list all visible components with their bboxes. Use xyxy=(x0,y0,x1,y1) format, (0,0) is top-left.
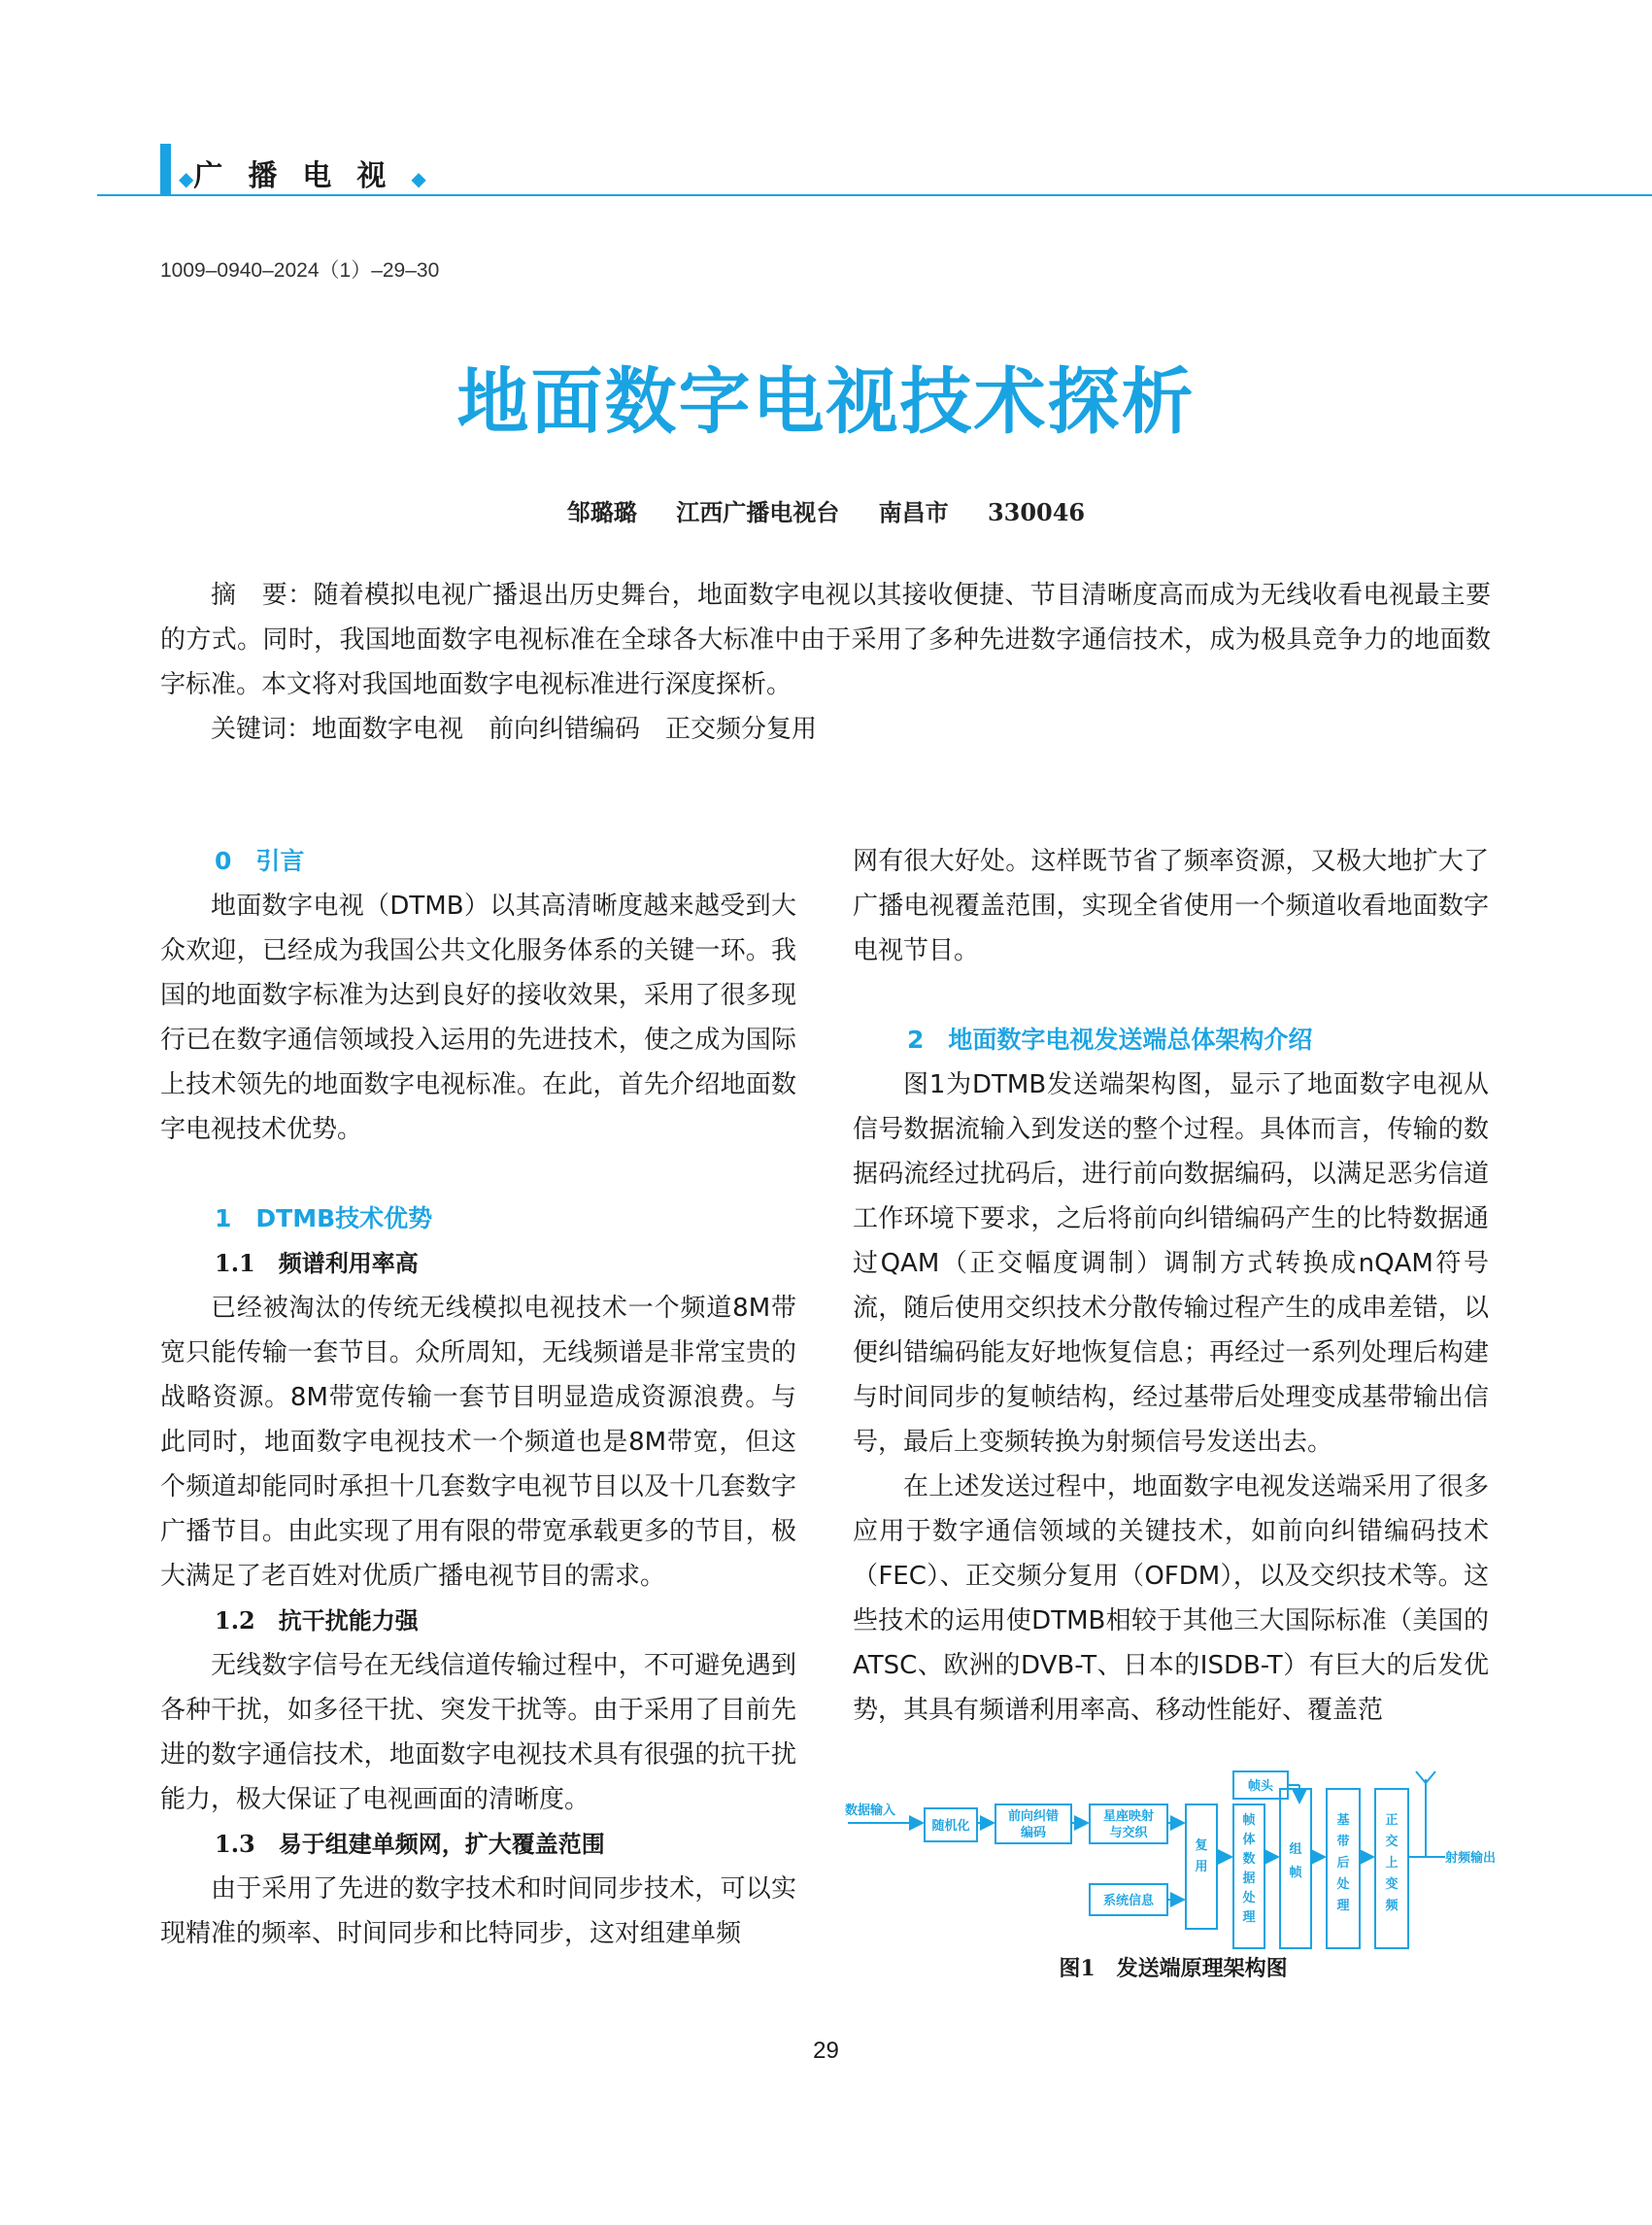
section-name: 广播电视 xyxy=(193,159,412,193)
text-randomize: 随机化 xyxy=(931,1819,970,1834)
paragraph-key-tech: 在上述发送过程中，地面数字电视发送端采用了很多应用于数字通信领域的关键技术，如前向纠错编码技术（FEC）、正交频分复用（OFDM），以及交织技术等。这些技术的运用使DTMB相较于其他三大国际标准（美国的ATSC、欧洲的DVB-T、日本的ISDB-T）有巨大的后发优势，其具有频谱利用率高、移动性能好、覆盖范 xyxy=(853,1472,1489,1725)
text-fec-2: 编码 xyxy=(1020,1826,1047,1840)
svg-text:后: 后 xyxy=(1336,1856,1350,1871)
header-accent-bar xyxy=(160,144,171,196)
text-mux-1: 复 xyxy=(1195,1838,1208,1853)
label-output: 射频输出 xyxy=(1445,1851,1497,1866)
text-mux-2: 用 xyxy=(1195,1860,1208,1874)
heading-architecture: 2 地面数字电视发送端总体架构介绍 xyxy=(907,1026,1313,1054)
running-header xyxy=(97,144,1652,200)
text-sysinfo: 系统信息 xyxy=(1102,1894,1155,1908)
diamond-icon: ◆ xyxy=(179,167,194,190)
text-frame-head: 帧头 xyxy=(1247,1779,1274,1794)
heading-intro: 0 引言 xyxy=(215,847,305,875)
subheading-interference: 1.2 抗干扰能力强 xyxy=(215,1606,419,1635)
page-number: 29 xyxy=(813,2038,839,2064)
document-id: 1009–0940–2024（1）–29–30 xyxy=(160,259,440,282)
abstract-text: 摘 要：随着模拟电视广播退出历史舞台，地面数字电视以其接收便捷、节目清晰度高而成为无线收看电视最主要的方式。同时，我国地面数字电视标准在全球各大标准中由于采用了多种先进数字通信技术，成为极具竞争力的地面数字标准。本文将对我国地面数字电视标准进行深度探析。 xyxy=(160,581,1491,699)
svg-text:变: 变 xyxy=(1385,1877,1399,1892)
text-map-1: 星座映射 xyxy=(1102,1809,1155,1824)
svg-text:正: 正 xyxy=(1385,1813,1399,1828)
keywords: 关键词：地面数字电视 前向纠错编码 正交频分复用 xyxy=(211,715,818,744)
svg-text:体: 体 xyxy=(1242,1833,1256,1847)
figure-caption: 图1 发送端原理架构图 xyxy=(1059,1956,1288,1981)
heading-dtmb-advantages: 1 DTMB技术优势 xyxy=(215,1204,433,1232)
svg-text:帧: 帧 xyxy=(1242,1813,1256,1828)
svg-text:带: 带 xyxy=(1336,1835,1350,1849)
section-label xyxy=(179,152,426,194)
text-framing xyxy=(1289,1841,1302,1880)
paragraph-spectrum: 已经被淘汰的传统无线模拟电视技术一个频道8M带宽只能传输一套节目。众所周知，无线频谱是非常宝贵的战略资源。8M带宽传输一套节目明显造成资源浪费。与此同时，地面数字电视技术一个频道也是8M带宽，但这个频道却能同时承担十几套数字电视节目以及十几套数字广播节目。由此实现了用有限的带宽承载更多的节目，极大满足了老百姓对优质广播电视节目的需求。 xyxy=(160,1294,796,1591)
left-column xyxy=(160,839,796,1956)
text-fec-1: 前向纠错 xyxy=(1007,1809,1060,1824)
diagram-svg xyxy=(843,1770,1503,1949)
paragraph-sfn: 由于采用了先进的数字技术和时间同步技术，可以实现精准的频率、时间同步和比特同步，这对组建单频 xyxy=(160,1874,796,1948)
paragraph-architecture: 图1为DTMB发送端架构图，显示了地面数字电视从信号数据流输入到发送的整个过程。具体而言，传输的数据码流经过扰码后，进行前向数据编码，以满足恶劣信道工作环境下要求，之后将前向纠错编码产生的比特数据通过QAM（正交幅度调制）调制方式转换成nQAM符号流，随后使用交织技术分散传输过程产生的成串差错，以便纠错编码能友好地恢复信息；再经过一系列处理后构建与时间同步的复帧结构，经过基带后处理变成基带输出信号，最后上变频转换为射频信号发送出去。 xyxy=(853,1070,1489,1457)
svg-text:处: 处 xyxy=(1242,1891,1256,1905)
label-input: 数据输入 xyxy=(845,1804,896,1818)
paragraph-intro: 地面数字电视（DTMB）以其高清晰度越来越受到大众欢迎，已经成为我国公共文化服务体系的关键一环。我国的地面数字标准为达到良好的接收效果，采用了很多现行已在数字通信领域投入运用的先进技术，使之成为国际上技术领先的地面数字电视标准。在此，首先介绍地面数字电视技术优势。 xyxy=(160,892,796,1144)
author-postcode: 330046 xyxy=(987,498,1086,526)
right-column xyxy=(853,839,1489,1733)
author-city: 南昌市 xyxy=(878,498,949,526)
paragraph-sfn-continued: 网有很大好处。这样既节省了频率资源，又极大地扩大了广播电视覆盖范围，实现全省使用一个频道收看地面数字电视节目。 xyxy=(853,847,1489,965)
svg-text:频: 频 xyxy=(1385,1899,1399,1913)
svg-text:据: 据 xyxy=(1242,1871,1256,1886)
text-upconvert xyxy=(1385,1813,1399,1913)
svg-text:交: 交 xyxy=(1385,1835,1399,1849)
author-affiliation: 江西广播电视台 xyxy=(676,498,840,526)
svg-text:基: 基 xyxy=(1336,1813,1350,1828)
author-line xyxy=(0,493,1652,527)
text-map-2: 与交织 xyxy=(1109,1826,1148,1840)
article-title: 地面数字电视技术探析 xyxy=(456,360,1196,444)
svg-text:组: 组 xyxy=(1289,1842,1302,1857)
paragraph-interference: 无线数字信号在无线信道传输过程中，不可避免遇到各种干扰，如多径干扰、突发干扰等。由于采用了目前先进的数字通信技术，地面数字电视技术具有很强的抗干扰能力，极大保证了电视画面的清晰度。 xyxy=(160,1651,796,1814)
diamond-icon: ◆ xyxy=(411,167,426,190)
svg-text:理: 理 xyxy=(1336,1899,1350,1913)
subheading-spectrum: 1.1 频谱利用率高 xyxy=(215,1249,419,1277)
svg-text:上: 上 xyxy=(1385,1856,1399,1871)
svg-text:帧: 帧 xyxy=(1289,1866,1302,1880)
svg-text:理: 理 xyxy=(1242,1910,1256,1925)
svg-text:数: 数 xyxy=(1242,1852,1256,1867)
author-name: 邹璐璐 xyxy=(566,498,637,526)
abstract-block xyxy=(160,573,1491,752)
text-baseband xyxy=(1335,1812,1350,1913)
svg-text:处: 处 xyxy=(1336,1877,1350,1892)
header-rule xyxy=(97,194,1652,196)
text-frame-body xyxy=(1241,1812,1256,1925)
subheading-sfn: 1.3 易于组建单频网，扩大覆盖范围 xyxy=(215,1830,605,1858)
